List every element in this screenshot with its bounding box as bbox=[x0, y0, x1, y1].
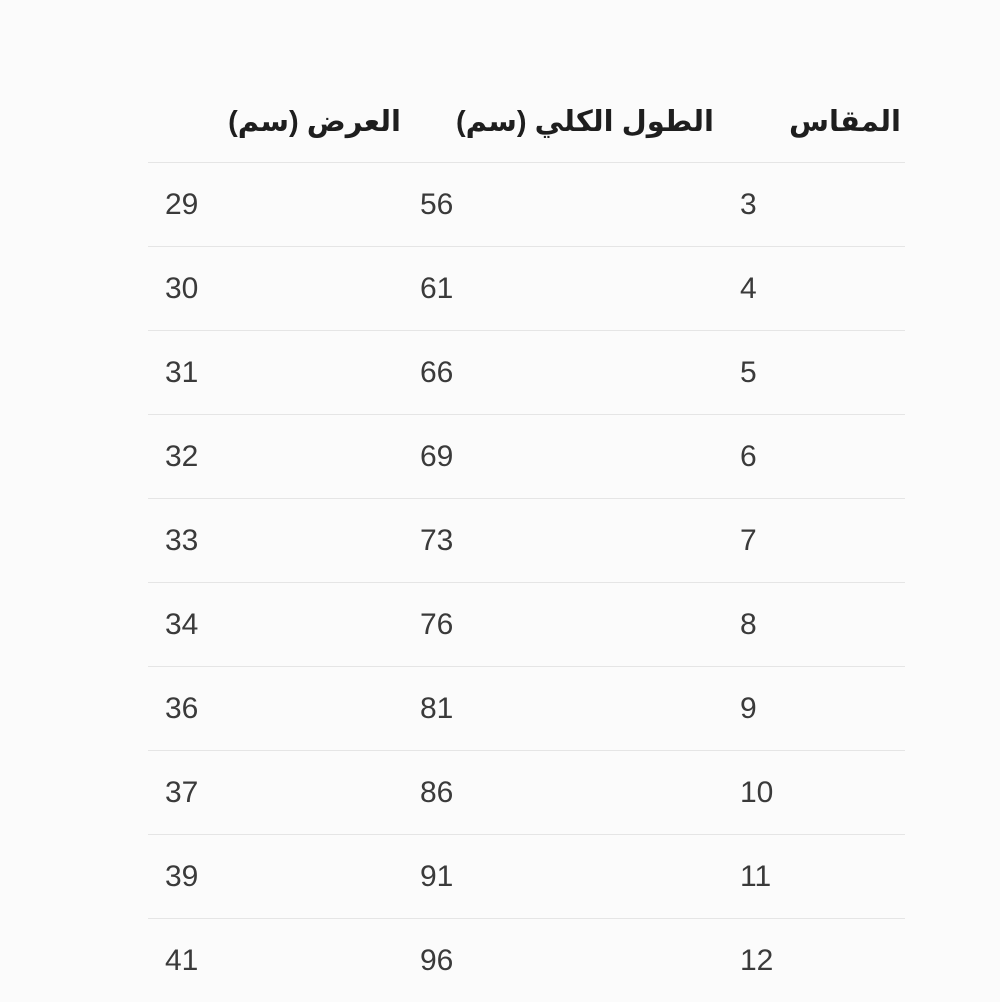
length-cell: 86 bbox=[405, 751, 718, 835]
length-cell: 96 bbox=[405, 919, 718, 1002]
size-cell: 5 bbox=[718, 331, 905, 415]
length-cell: 61 bbox=[405, 247, 718, 331]
size-cell: 12 bbox=[718, 919, 905, 1002]
length-cell: 76 bbox=[405, 583, 718, 667]
width-cell: 30 bbox=[148, 247, 405, 331]
width-cell: 33 bbox=[148, 499, 405, 583]
length-cell: 69 bbox=[405, 415, 718, 499]
width-cell: 37 bbox=[148, 751, 405, 835]
length-cell: 91 bbox=[405, 835, 718, 919]
length-cell: 73 bbox=[405, 499, 718, 583]
table-row bbox=[148, 331, 905, 415]
length-cell: 66 bbox=[405, 331, 718, 415]
width-cell: 29 bbox=[148, 163, 405, 247]
width-cell: 36 bbox=[148, 667, 405, 751]
table-row bbox=[148, 751, 905, 835]
table-row bbox=[148, 415, 905, 499]
col-header-total-length: الطول الكلي (سم) bbox=[405, 80, 718, 163]
size-cell: 8 bbox=[718, 583, 905, 667]
table-row bbox=[148, 919, 905, 1002]
size-cell: 9 bbox=[718, 667, 905, 751]
length-cell: 81 bbox=[405, 667, 718, 751]
size-cell: 6 bbox=[718, 415, 905, 499]
width-cell: 39 bbox=[148, 835, 405, 919]
table-row bbox=[148, 247, 905, 331]
table-row bbox=[148, 835, 905, 919]
size-cell: 7 bbox=[718, 499, 905, 583]
length-cell: 56 bbox=[405, 163, 718, 247]
size-cell: 4 bbox=[718, 247, 905, 331]
table-row bbox=[148, 667, 905, 751]
col-header-width: العرض (سم) bbox=[148, 80, 405, 163]
width-cell: 32 bbox=[148, 415, 405, 499]
table-row bbox=[148, 583, 905, 667]
size-cell: 3 bbox=[718, 163, 905, 247]
size-cell: 11 bbox=[718, 835, 905, 919]
size-cell: 10 bbox=[718, 751, 905, 835]
table-row bbox=[148, 499, 905, 583]
table-row bbox=[148, 163, 905, 247]
size-chart-table bbox=[148, 80, 905, 1002]
width-cell: 34 bbox=[148, 583, 405, 667]
width-cell: 31 bbox=[148, 331, 405, 415]
header-row bbox=[148, 80, 905, 163]
col-header-size: المقاس bbox=[718, 80, 905, 163]
width-cell: 41 bbox=[148, 919, 405, 1002]
